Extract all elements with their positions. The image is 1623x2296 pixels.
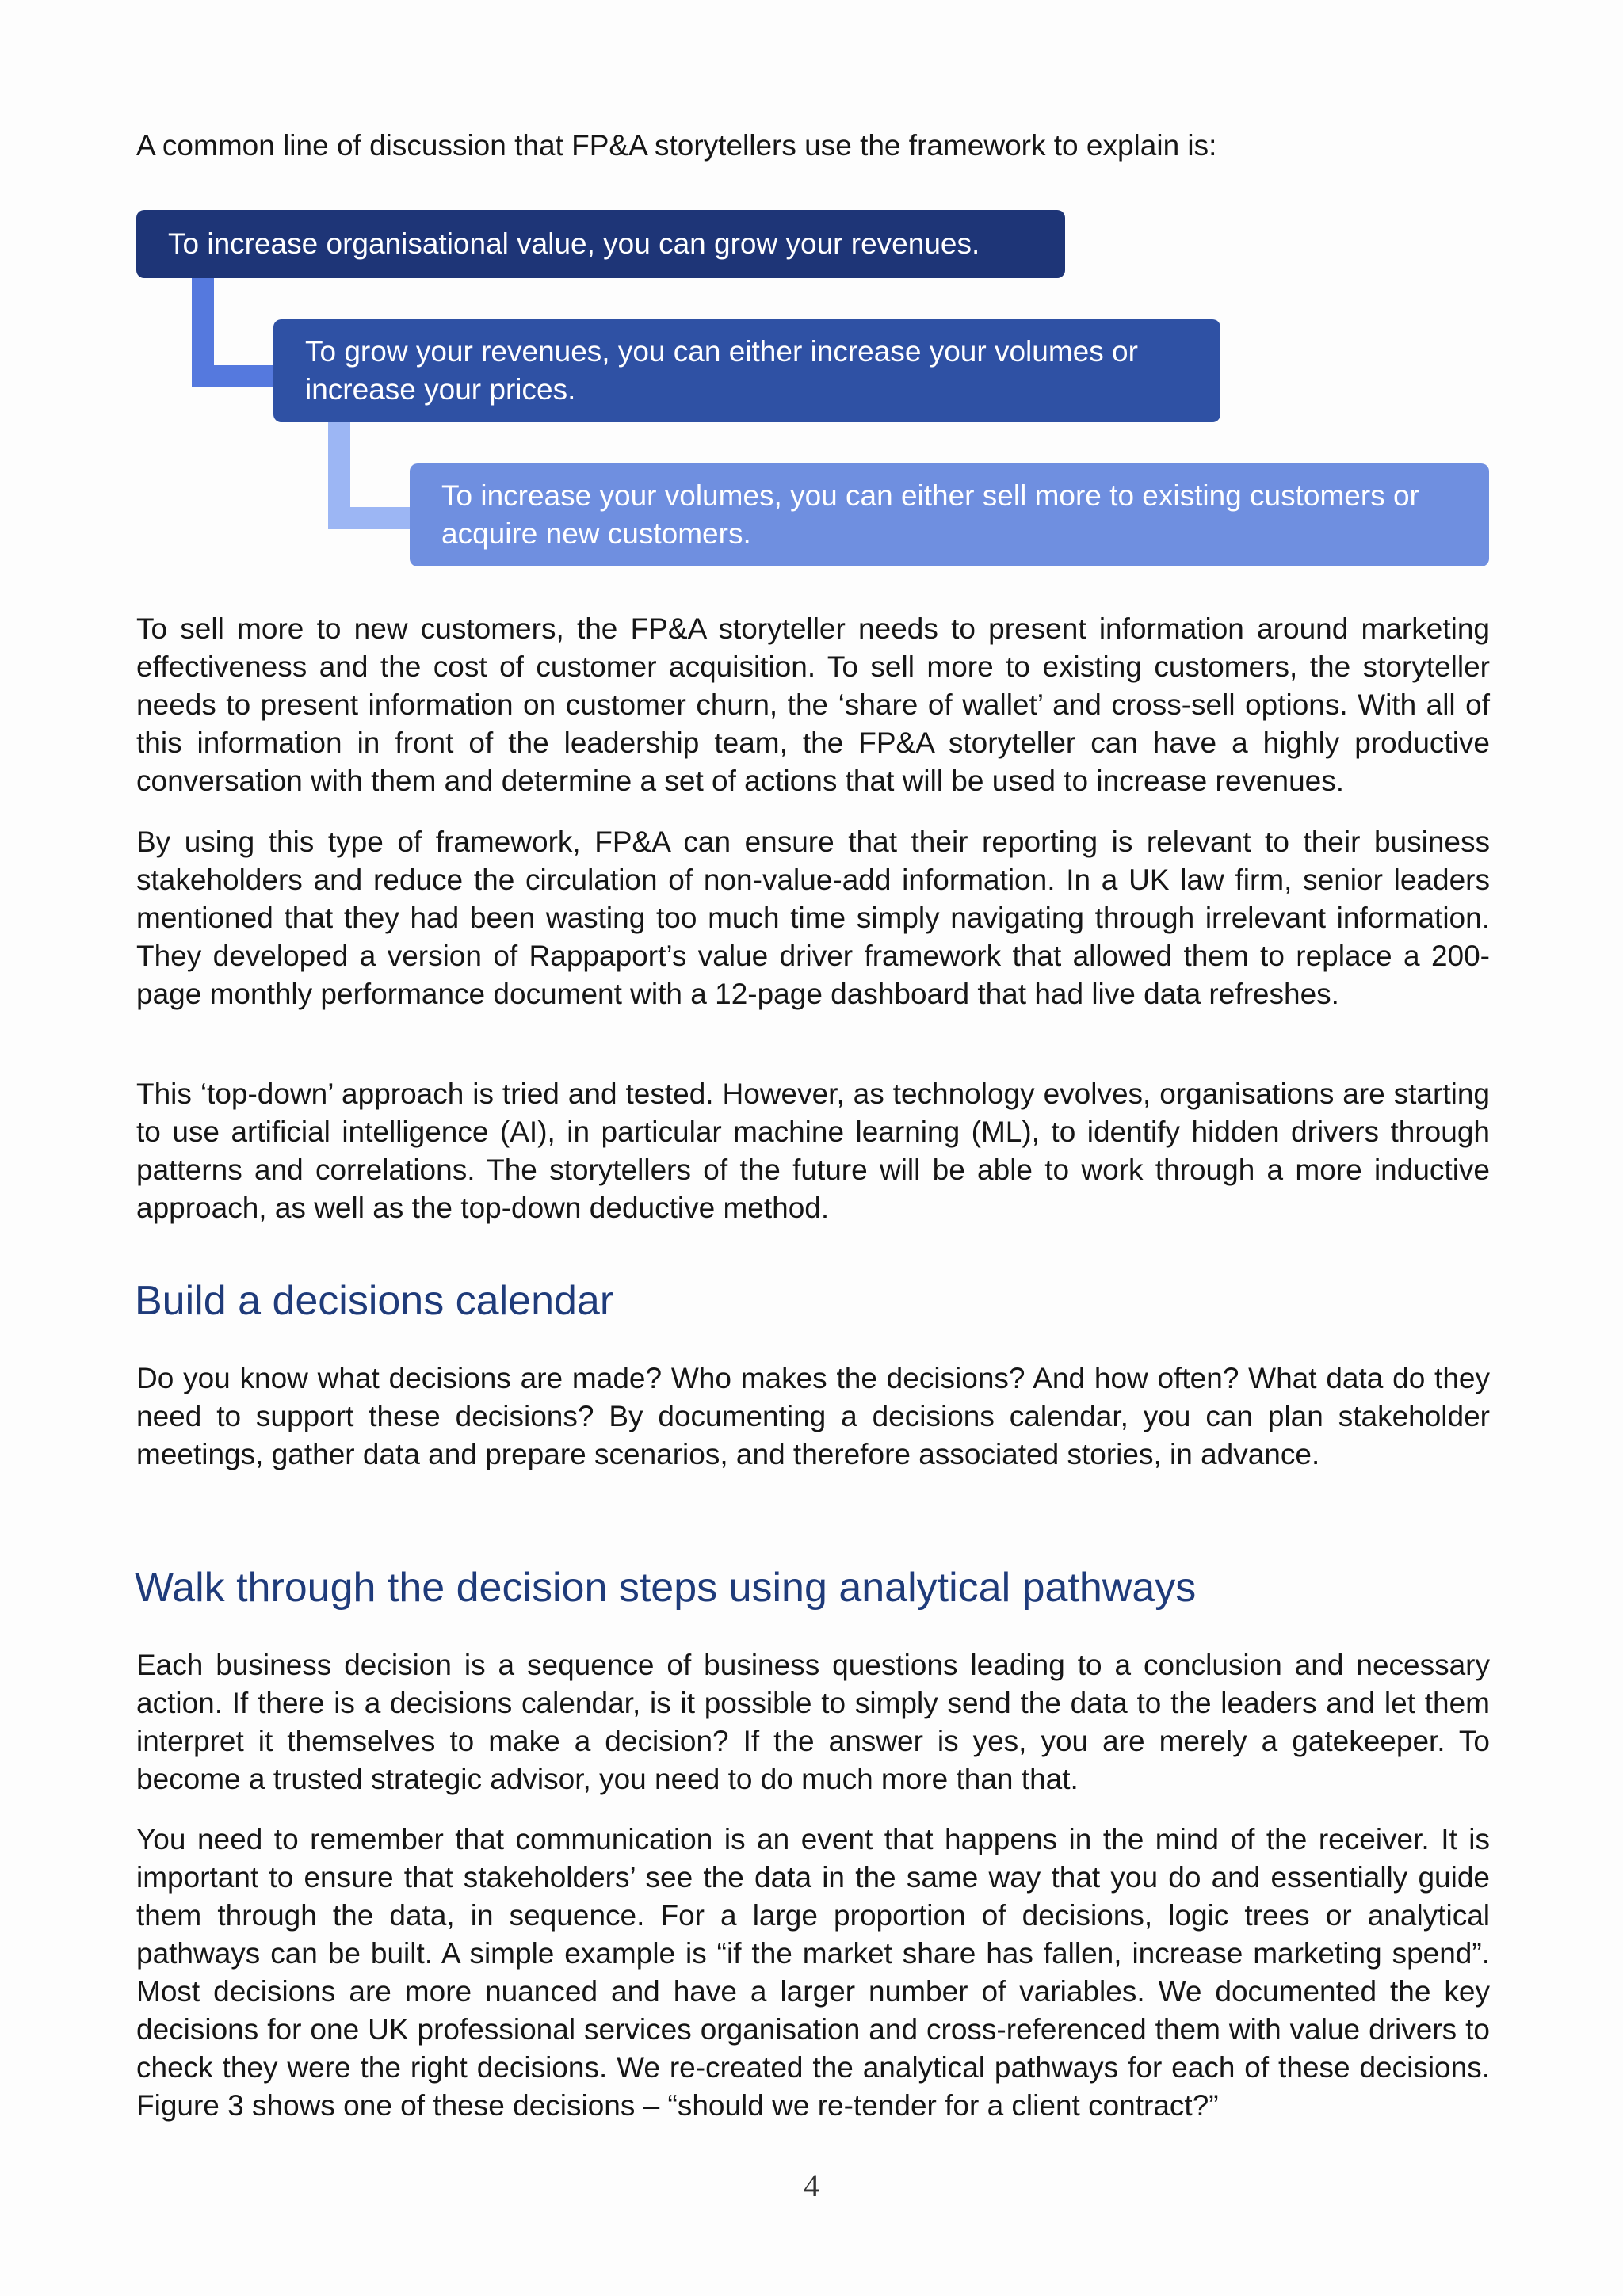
driver-box-level-2: To grow your revenues, you can either increase your volumes or increase your prices. [273,319,1220,422]
section-heading: Build a decisions calendar [135,1278,614,1324]
tree-connector-1 [192,278,273,387]
body-paragraph: By using this type of framework, FP&A can ensure that their reporting is relevant to their business stakeholders and reduce the circulation of non-value-add information. In a UK law firm, senior leaders mentioned that they had been wasting too much time simply navigating through irrelevant information. They developed a version of Rappaport’s value driver framework that allowed them to replace a 200-page monthly performance document with a 12-page dashboard that had live data refreshes. [136,826,1490,1010]
page-number: 4 [804,2168,819,2203]
body-paragraph: This ‘top-down’ approach is tried and tested. However, as technology evolves, organisations are starting to use artificial intelligence (AI), in particular machine learning (ML), to identify hidden drivers through patterns and correlations. The storytellers of the future will be able to work through a more inductive approach, as well as the top-down deductive method. [136,1077,1490,1224]
body-paragraph: To sell more to new customers, the FP&A storyteller needs to present information around marketing effectiveness and the cost of customer acquisition. To sell more to existing customers, the storyteller needs to present information on customer churn, the ‘share of wallet’ and cross-sell options. With all of this information in front of the leadership team, the FP&A storyteller can have a highly productive conversation with them and determine a set of actions that will be used to increase revenues. [136,612,1490,797]
driver-box-level-3: To increase your volumes, you can either sell more to existing customers or acquire new customers. [410,463,1489,566]
section-heading: Walk through the decision steps using analytical pathways [135,1565,1197,1611]
body-paragraph: Do you know what decisions are made? Who makes the decisions? And how often? What data do they need to support these decisions? By documenting a decisions calendar, you can plan stakeholder meetings, gather data and prepare scenarios, and therefore associated stories, in advance. [136,1362,1490,1470]
intro-paragraph: A common line of discussion that FP&A storytellers use the framework to explain is: [136,129,1217,162]
tree-connector-2 [328,422,410,529]
body-paragraph: Each business decision is a sequence of business questions leading to a conclusion and necessary action. If there is a decisions calendar, is it possible to simply send the data to the leaders and let them interpret it themselves to make a decision? If the answer is yes, you are merely a gatekeeper. To become a trusted strategic advisor, you need to do much more than that. [136,1649,1490,1795]
body-paragraph: You need to remember that communication is an event that happens in the mind of the receiver. It is important to ensure that stakeholders’ see the data in the same way that you do and essentially guide them through the data, in sequence. For a large proportion of decisions, logic trees or analytical pathways can be built. A simple example is “if the market share has fallen, increase marketing spend”. Most decisions are more nuanced and have a larger number of variables. We documented the key decisions for one UK professional services organisation and cross-referenced them with value drivers to check they were the right decisions. We re-created the analytical pathways for each of these decisions. Figure 3 shows one of these decisions – “should we re-tender for a client contract?” [136,1823,1490,2122]
driver-box-level-1: To increase organisational value, you can grow your revenues. [136,210,1065,278]
